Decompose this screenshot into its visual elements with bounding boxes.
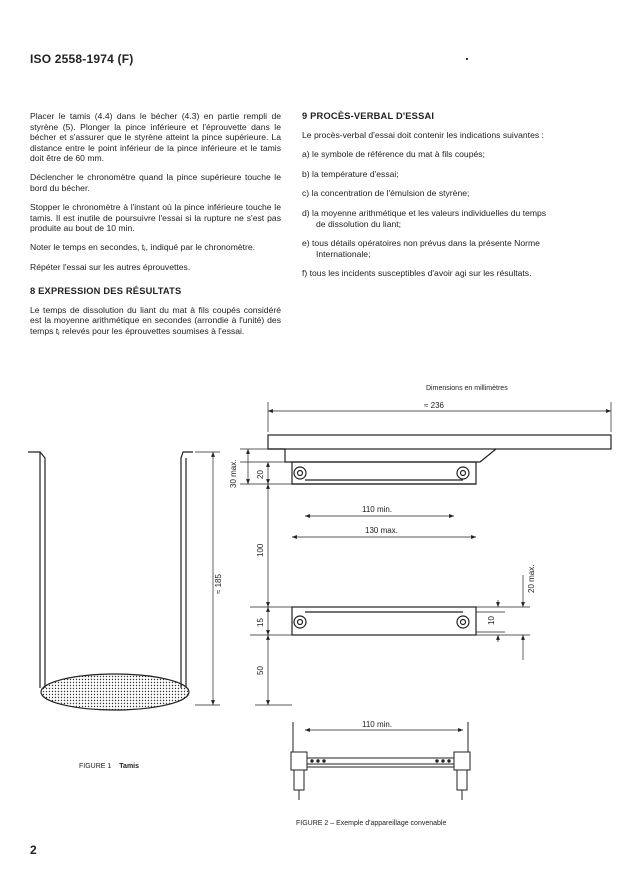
figure-2-side-view: [291, 722, 470, 800]
dim-label-185: ≈ 185: [214, 574, 223, 594]
dim-label-110min-b: 110 min.: [362, 720, 393, 729]
figure-1-sieve: [28, 452, 193, 710]
dim-label-130max: 130 max.: [365, 526, 398, 535]
list-item: a) le symbole de référence du mat à fils coupés;: [302, 149, 485, 160]
dim-label-15: 15: [256, 618, 265, 627]
dim-label-50: 50: [256, 666, 265, 675]
figure-2-caption: FIGURE 2 – Exemple d'appareillage convenable: [296, 820, 447, 827]
dimension-lines: [240, 402, 611, 705]
section-9-heading: 9 PROCÈS-VERBAL D'ESSAI: [302, 111, 435, 121]
dim-label-20: 20: [256, 470, 265, 479]
dim-label-30max: 30 max.: [229, 459, 238, 488]
paragraph: Stopper le chronomètre à l'instant où la pince inférieure touche le tamis. Il est inutile de poursuivre l'essai si la rupture ne s'est pas produite au bout de 10 min.: [30, 202, 281, 234]
section-9-intro: Le procès-verbal d'essai doit contenir les indications suivantes :: [302, 129, 544, 140]
dim-label-20max: 20 max.: [527, 564, 536, 593]
page-number: 2: [30, 843, 37, 857]
figure-1-caption: [79, 763, 139, 770]
paragraph: Noter le temps en secondes, tⱼ, indiqué par le chronomètre.: [30, 242, 256, 253]
list-item: f) tous les incidents susceptibles d'avoir agi sur les résultats.: [302, 268, 532, 279]
list-item: d) la moyenne arithmétique et les valeurs individuelles du temps de dissolution du liant;: [302, 207, 547, 229]
figure-2-apparatus: [268, 435, 611, 635]
list-item: b) la température d'essai;: [302, 168, 399, 179]
dim-label-10: 10: [487, 616, 496, 625]
dimensions-note: Dimensions en millimètres: [426, 385, 508, 392]
list-item: c) la concentration de l'émulsion de styrène;: [302, 188, 470, 199]
section-8-heading: 8 EXPRESSION DES RÉSULTATS: [30, 286, 182, 297]
paragraph: Placer le tamis (4.4) dans le bécher (4.3) en partie rempli de styrène (5). Plonger la pince inférieure et l'éprouvette dans le bécher et s'assurer que le styrène atteint la pince supérieure. La distance entre le point inférieur de la pince inférieure et le tamis doit être de 60 mm.: [30, 111, 281, 164]
dim-label-100: 100: [256, 543, 265, 557]
figure-1-title: Tamis: [119, 763, 140, 770]
section-8-text: Le temps de dissolution du liant du mat à fils coupés considéré est la moyenne arithmétique en secondes (arrondie à l'unité) des temps tⱼ relevés pour les éprouvettes soumises à l'essai.: [30, 304, 281, 336]
paragraph: Répéter l'essai sur les autres éprouvettes.: [30, 261, 191, 272]
figure-1-number: FIGURE 1: [79, 763, 112, 770]
dim-label-110min: 110 min.: [362, 505, 393, 514]
dim-label-236: ≈ 236: [424, 401, 444, 410]
standard-header: ISO 2558-1974 (F): [30, 52, 134, 66]
list-item: e) tous détails opératoires non prévus dans la présente Norme Internationale;: [302, 238, 540, 259]
paragraph: Déclencher le chronomètre quand la pince supérieure touche le bord du bécher.: [30, 172, 281, 194]
